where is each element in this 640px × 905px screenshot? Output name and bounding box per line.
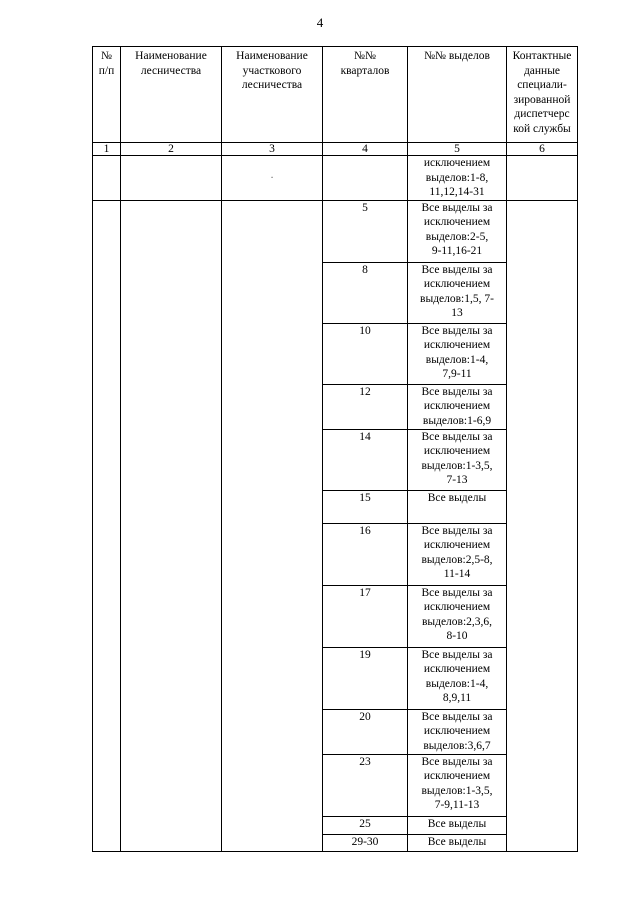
kvartal-cell: 16: [323, 523, 408, 585]
kvartal-cell: 23: [323, 754, 408, 816]
kvartal-cell: 29-30: [323, 834, 408, 851]
vydely-cell: Все выделы за исключением выделов:2-5, 9-11,16-21: [408, 200, 507, 262]
header-kvartals: №№ кварталов: [323, 47, 408, 143]
vydely-cell: Все выделы: [408, 834, 507, 851]
vydely-cell: Все выделы: [408, 490, 507, 523]
kvartal-cell: 5: [323, 200, 408, 262]
vydely-cell: Все выделы за исключением выделов:1-3,5, 7-13: [408, 429, 507, 490]
column-number: 4: [323, 143, 408, 156]
header-row: [93, 47, 578, 143]
empty-cell: [121, 200, 222, 851]
vydely-cell: Все выделы за исключением выделов:3,6,7: [408, 709, 507, 754]
kvartal-cell: 14: [323, 429, 408, 490]
kvartal-cell: 12: [323, 384, 408, 429]
kvartal-cell: 17: [323, 585, 408, 647]
vydely-cell: Все выделы за исключением выделов:1-4, 7,9-11: [408, 323, 507, 384]
header-vydely: №№ выделов: [408, 47, 507, 143]
continuation-mark: ·: [222, 156, 323, 201]
empty-cell: [222, 200, 323, 851]
page-number: 4: [316, 15, 324, 30]
kvartal-cell: 15: [323, 490, 408, 523]
continuation-row: [93, 156, 578, 201]
kvartal-cell: 10: [323, 323, 408, 384]
vydely-cell: Все выделы за исключением выделов:2,5-8, 11-14: [408, 523, 507, 585]
column-number: 2: [121, 143, 222, 156]
header-district-forestry: Наименование участкового лесничества: [222, 47, 323, 143]
vydely-cell: Все выделы за исключением выделов:1-3,5, 7-9,11-13: [408, 754, 507, 816]
column-number: 6: [507, 143, 578, 156]
header-forestry: Наименование лесничества: [121, 47, 222, 143]
vydely-cell: Все выделы: [408, 816, 507, 834]
kvartal-cell: 25: [323, 816, 408, 834]
continuation-vydely: исключением выделов:1-8, 11,12,14-31: [408, 156, 507, 201]
empty-cell: [507, 200, 578, 851]
header-contacts: Контактные данные специали- зированной диспетчерс кой службы: [507, 47, 578, 143]
vydely-cell: Все выделы за исключением выделов:2,3,6, 8-10: [408, 585, 507, 647]
empty-cell: [93, 200, 121, 851]
kvartal-cell: 19: [323, 647, 408, 709]
forestry-table: [92, 46, 578, 852]
kvartal-cell: 20: [323, 709, 408, 754]
column-number: 1: [93, 143, 121, 156]
vydely-cell: Все выделы за исключением выделов:1-6,9: [408, 384, 507, 429]
header-number: № п/п: [93, 47, 121, 143]
vydely-cell: Все выделы за исключением выделов:1,5, 7- 13: [408, 262, 507, 323]
kvartal-cell: 8: [323, 262, 408, 323]
column-number-row: [93, 143, 578, 156]
table-row: [93, 200, 578, 262]
column-number: 3: [222, 143, 323, 156]
column-number: 5: [408, 143, 507, 156]
vydely-cell: Все выделы за исключением выделов:1-4, 8,9,11: [408, 647, 507, 709]
